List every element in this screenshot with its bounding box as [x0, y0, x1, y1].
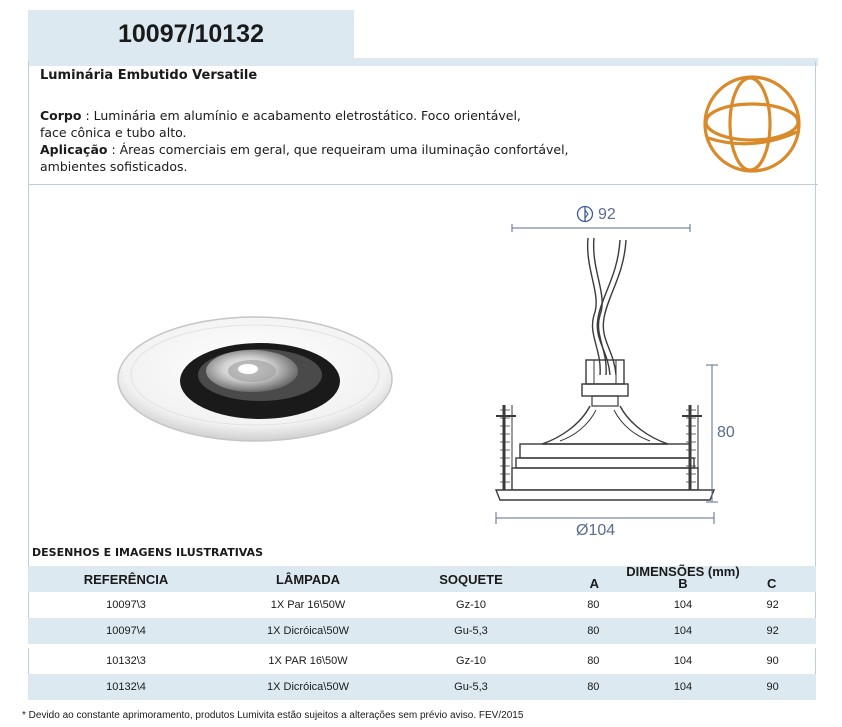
dimensoes-title: DIMENSÕES (mm): [626, 564, 740, 579]
corpo-line: [40, 107, 600, 124]
cell-b: 104: [673, 599, 693, 611]
cell-c: 92: [766, 625, 779, 637]
cell-soquete: Gu-5,3: [392, 618, 550, 644]
cell-ref: 10132\3: [106, 655, 146, 667]
cell-soquete: Gu-5,3: [392, 674, 550, 700]
table-row: [28, 618, 816, 644]
cutout-diameter-icon: [576, 205, 594, 223]
cell-a: 80: [587, 655, 600, 667]
cell-b: 104: [673, 625, 693, 637]
cell-b: 104: [673, 681, 693, 693]
table-row: [28, 592, 816, 618]
col-header-a: A: [589, 576, 600, 591]
table-row: [28, 648, 816, 674]
cell-dims: [550, 674, 816, 700]
cell-c: 90: [766, 681, 779, 693]
aplicacao-label: Aplicação: [40, 142, 108, 157]
cell-ref: 10097\4: [28, 618, 224, 644]
cell-dims: [550, 648, 816, 674]
footnote: * Devido ao constante aprimoramento, produtos Lumivita estão sujeitos a alterações sem prévio aviso. FEV/2015: [22, 710, 524, 721]
cell-ref: 10097\3: [106, 599, 146, 611]
corpo-line-2: face cônica e tubo alto.: [40, 125, 187, 140]
corpo-text: : Luminária em alumínio e acabamento eletrostático. Foco orientável,: [81, 108, 521, 123]
cell-lampada: 1X PAR 16\50W: [268, 655, 348, 667]
col-header-b: B: [678, 576, 688, 591]
corpo-label: Corpo: [40, 108, 82, 123]
col-header-lampada: LÂMPADA: [224, 566, 392, 592]
table-row: [28, 674, 816, 700]
col-header-referencia: REFERÊNCIA: [28, 566, 224, 592]
globe-icon: [700, 72, 804, 176]
cell-c: 92: [766, 599, 779, 611]
col-header-soquete: SOQUETE: [392, 566, 550, 592]
col-header-c: C: [766, 576, 777, 591]
technical-drawing: [490, 200, 730, 545]
cell-b: 104: [673, 655, 693, 667]
cell-soquete: Gz-10: [456, 599, 486, 611]
cell-dims: [550, 592, 816, 618]
diameter-dimension-label: Ø104: [576, 522, 616, 539]
cell-dims: [550, 618, 816, 644]
cutout-dimension-label: 92: [598, 206, 616, 223]
cell-lampada: 1X Par 16\50W: [270, 599, 346, 611]
cell-lampada: 1X Dicróica\50W: [224, 674, 392, 700]
cell-a: 80: [587, 625, 600, 637]
product-name: Luminária Embutido Versatile: [40, 68, 258, 83]
cell-a: 80: [587, 599, 600, 611]
aplicacao-text: : Áreas comerciais em geral, que requeiram uma iluminação confortável,: [107, 142, 569, 157]
header-divider: [28, 184, 818, 185]
aplicacao-line: [40, 141, 600, 158]
cell-ref: 10132\4: [28, 674, 224, 700]
cell-lampada: 1X Dicróica\50W: [224, 618, 392, 644]
height-dimension-label: 80: [717, 424, 735, 441]
description: [40, 107, 600, 175]
product-photo: [110, 305, 400, 445]
cell-soquete: Gz-10: [456, 655, 486, 667]
product-code: 10097/10132: [28, 10, 354, 58]
illustration-caption: DESENHOS E IMAGENS ILUSTRATIVAS: [32, 546, 263, 559]
aplicacao-line-2: ambientes sofisticados.: [40, 159, 188, 174]
dimension-letters: [550, 576, 816, 591]
cell-a: 80: [587, 681, 600, 693]
cell-c: 90: [766, 655, 779, 667]
